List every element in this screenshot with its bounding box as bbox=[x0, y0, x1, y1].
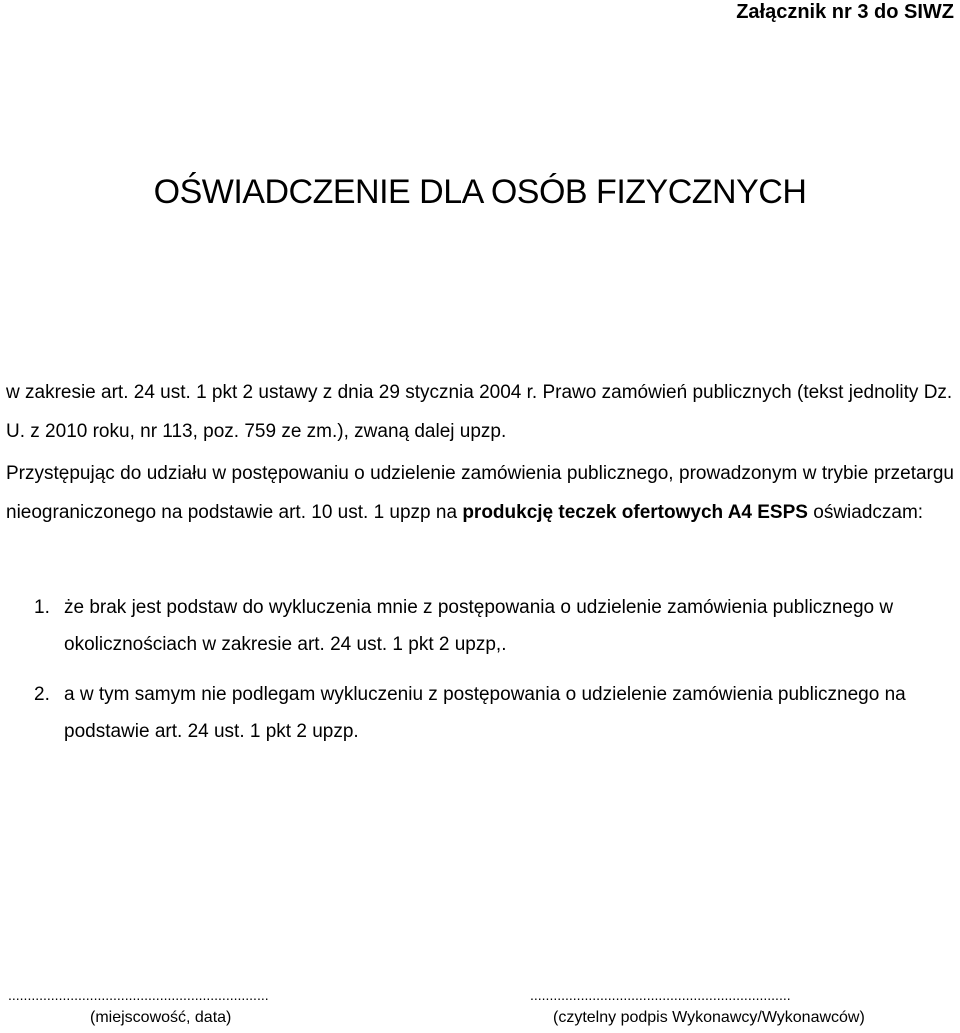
signature-caption: (czytelny podpis Wykonawcy/Wykonawców) bbox=[553, 1009, 865, 1026]
list-item bbox=[34, 589, 956, 663]
list-item-text: a w tym samym nie podlegam wykluczeniu z postępowania o udzielenie zamówienia publicznego na podstawie art. 24 ust. 1 pkt 2 upzp. bbox=[64, 684, 906, 742]
list-item-number: 1. bbox=[34, 597, 50, 618]
place-date-line: ................................................................... bbox=[8, 987, 269, 1003]
place-date-caption: (miejscowość, data) bbox=[90, 1009, 232, 1026]
subject-of-order: produkcję teczek ofertowych A4 ESPS bbox=[462, 502, 808, 523]
list-item-text: że brak jest podstaw do wykluczenia mnie z postępowania o udzielenie zamówienia publicznego w okolicznościach w zakresie art. 24 ust. 1 pkt 2 upzp,. bbox=[64, 597, 894, 655]
list-item-number: 2. bbox=[34, 684, 50, 705]
declaration-text-end: oświadczam: bbox=[807, 502, 924, 523]
declaration-text-start: Przystępując do udziału w postępowaniu o udzielenie zamówienia publicznego, prowadzonym w trybie przetargu nieograniczonego na podstawie art. 10 ust. 1 upzp na bbox=[6, 463, 954, 523]
list-item bbox=[34, 676, 956, 750]
declaration-paragraph bbox=[6, 454, 954, 532]
document-title: OŚWIADCZENIE DLA OSÓB FIZYCZNYCH bbox=[153, 173, 807, 211]
legal-basis-paragraph: w zakresie art. 24 ust. 1 pkt 2 ustawy z dnia 29 stycznia 2004 r. Prawo zamówień publicznych (tekst jednolity Dz. U. z 2010 roku, nr 113, poz. 759 ze zm.), zwaną dalej upzp. bbox=[6, 382, 953, 442]
annex-label: Załącznik nr 3 do SIWZ bbox=[736, 1, 954, 23]
signature-line: ................................................................... bbox=[530, 987, 791, 1003]
